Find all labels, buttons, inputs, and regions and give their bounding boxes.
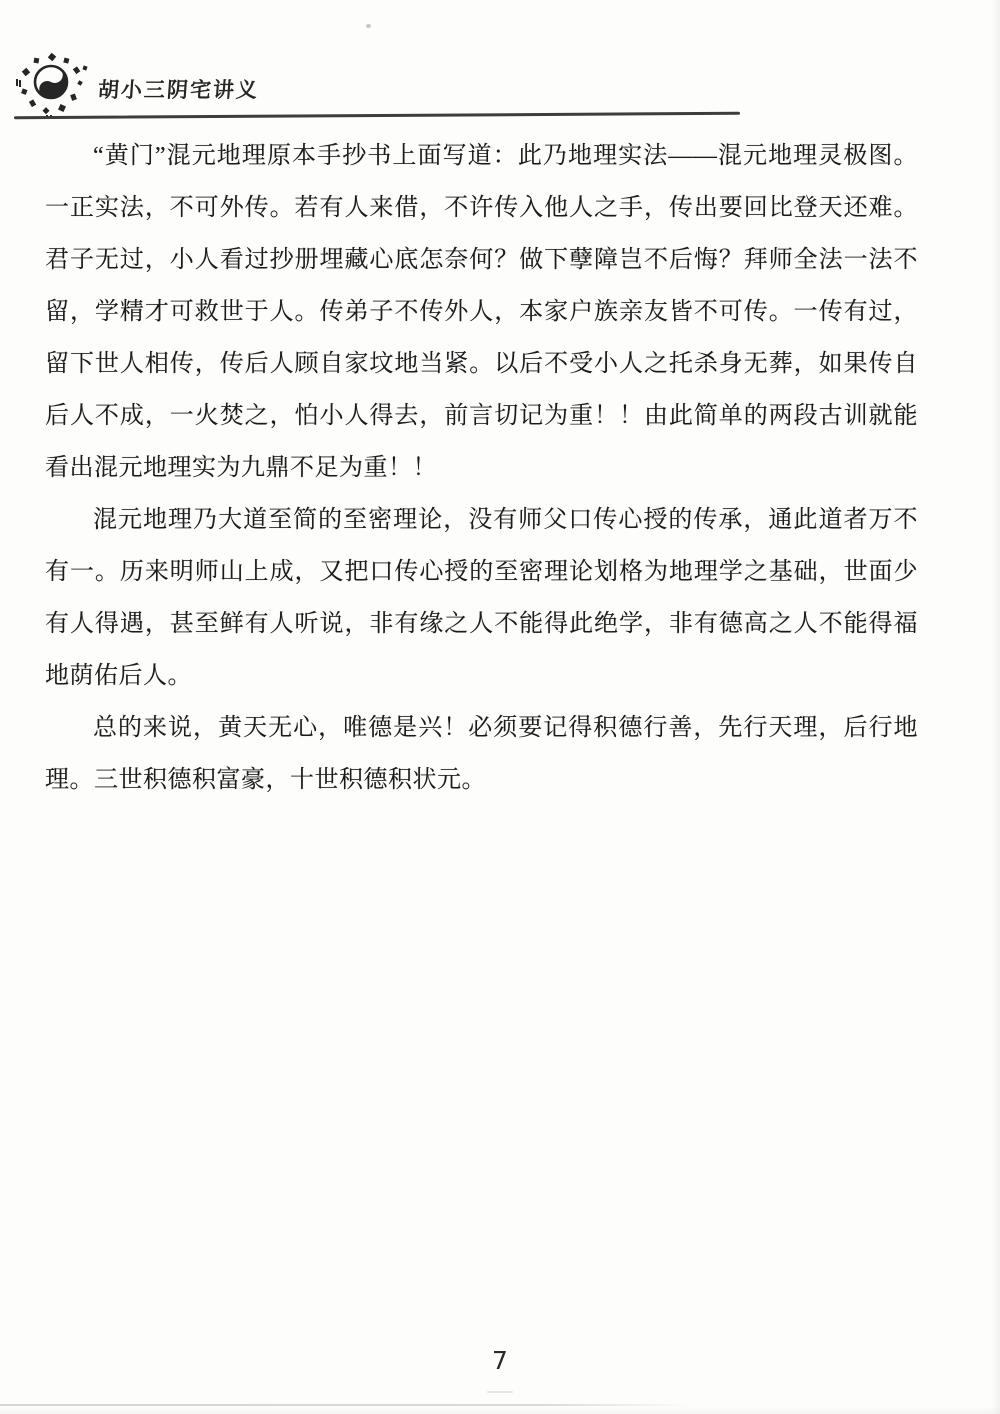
text-line: 留，学精才可救世于人。传弟子不传外人，本家户族亲友皆不可传。一传有过， xyxy=(45,299,918,325)
scan-edge-right-fade xyxy=(991,0,1000,1414)
text-line: 理。三世积德积富豪，十世积德积状元。 xyxy=(45,767,486,793)
text-line: 看出混元地理实为九鼎不足为重！！ xyxy=(45,455,437,481)
text-line: 君子无过，小人看过抄册埋藏心底怎奈何？做下孽障岂不后悔？拜师全法一法不 xyxy=(45,247,918,273)
page-number-rule xyxy=(487,1391,513,1393)
page-number: 7 xyxy=(492,1346,508,1375)
text-line: 总的来说，黄天无心，唯德是兴！必须要记得积德行善，先行天理，后行地 xyxy=(93,715,918,741)
text-line: 有人得遇，甚至鲜有人听说，非有缘之人不能得此绝学，非有德高之人不能得福 xyxy=(45,611,918,637)
text-line: 一正实法，不可外传。若有人来借，不许传入他人之手，传出要回比登天还难。 xyxy=(45,195,918,221)
text-line: 有一。历来明师山上成，又把口传心授的至密理论划格为地理学之基础，世面少 xyxy=(45,559,918,585)
text-line: 混元地理乃大道至简的至密理论，没有师父口传心授的传承，通此道者万不 xyxy=(93,507,918,533)
page-header xyxy=(0,0,1000,120)
scan-speck xyxy=(366,24,371,28)
text-line: “黄门”混元地理原本手抄书上面写道：此乃地理实法——混元地理灵极图。 xyxy=(93,143,918,169)
scan-edge-bottom-fade xyxy=(0,1406,1000,1414)
text-line: 留下世人相传，传后人顾自家坟地当紧。以后不受小人之托杀身无葬，如果传自 xyxy=(45,351,918,377)
text-line: 地荫佑后人。 xyxy=(45,663,192,689)
text-line: 后人不成，一火焚之，怕小人得去，前言切记为重！！由此简单的两段古训就能 xyxy=(45,403,918,429)
document-title: 胡小三阴宅讲义 xyxy=(97,78,260,102)
document-body xyxy=(45,130,918,806)
taiji-seal-icon xyxy=(16,52,88,118)
header-rule xyxy=(14,112,740,119)
